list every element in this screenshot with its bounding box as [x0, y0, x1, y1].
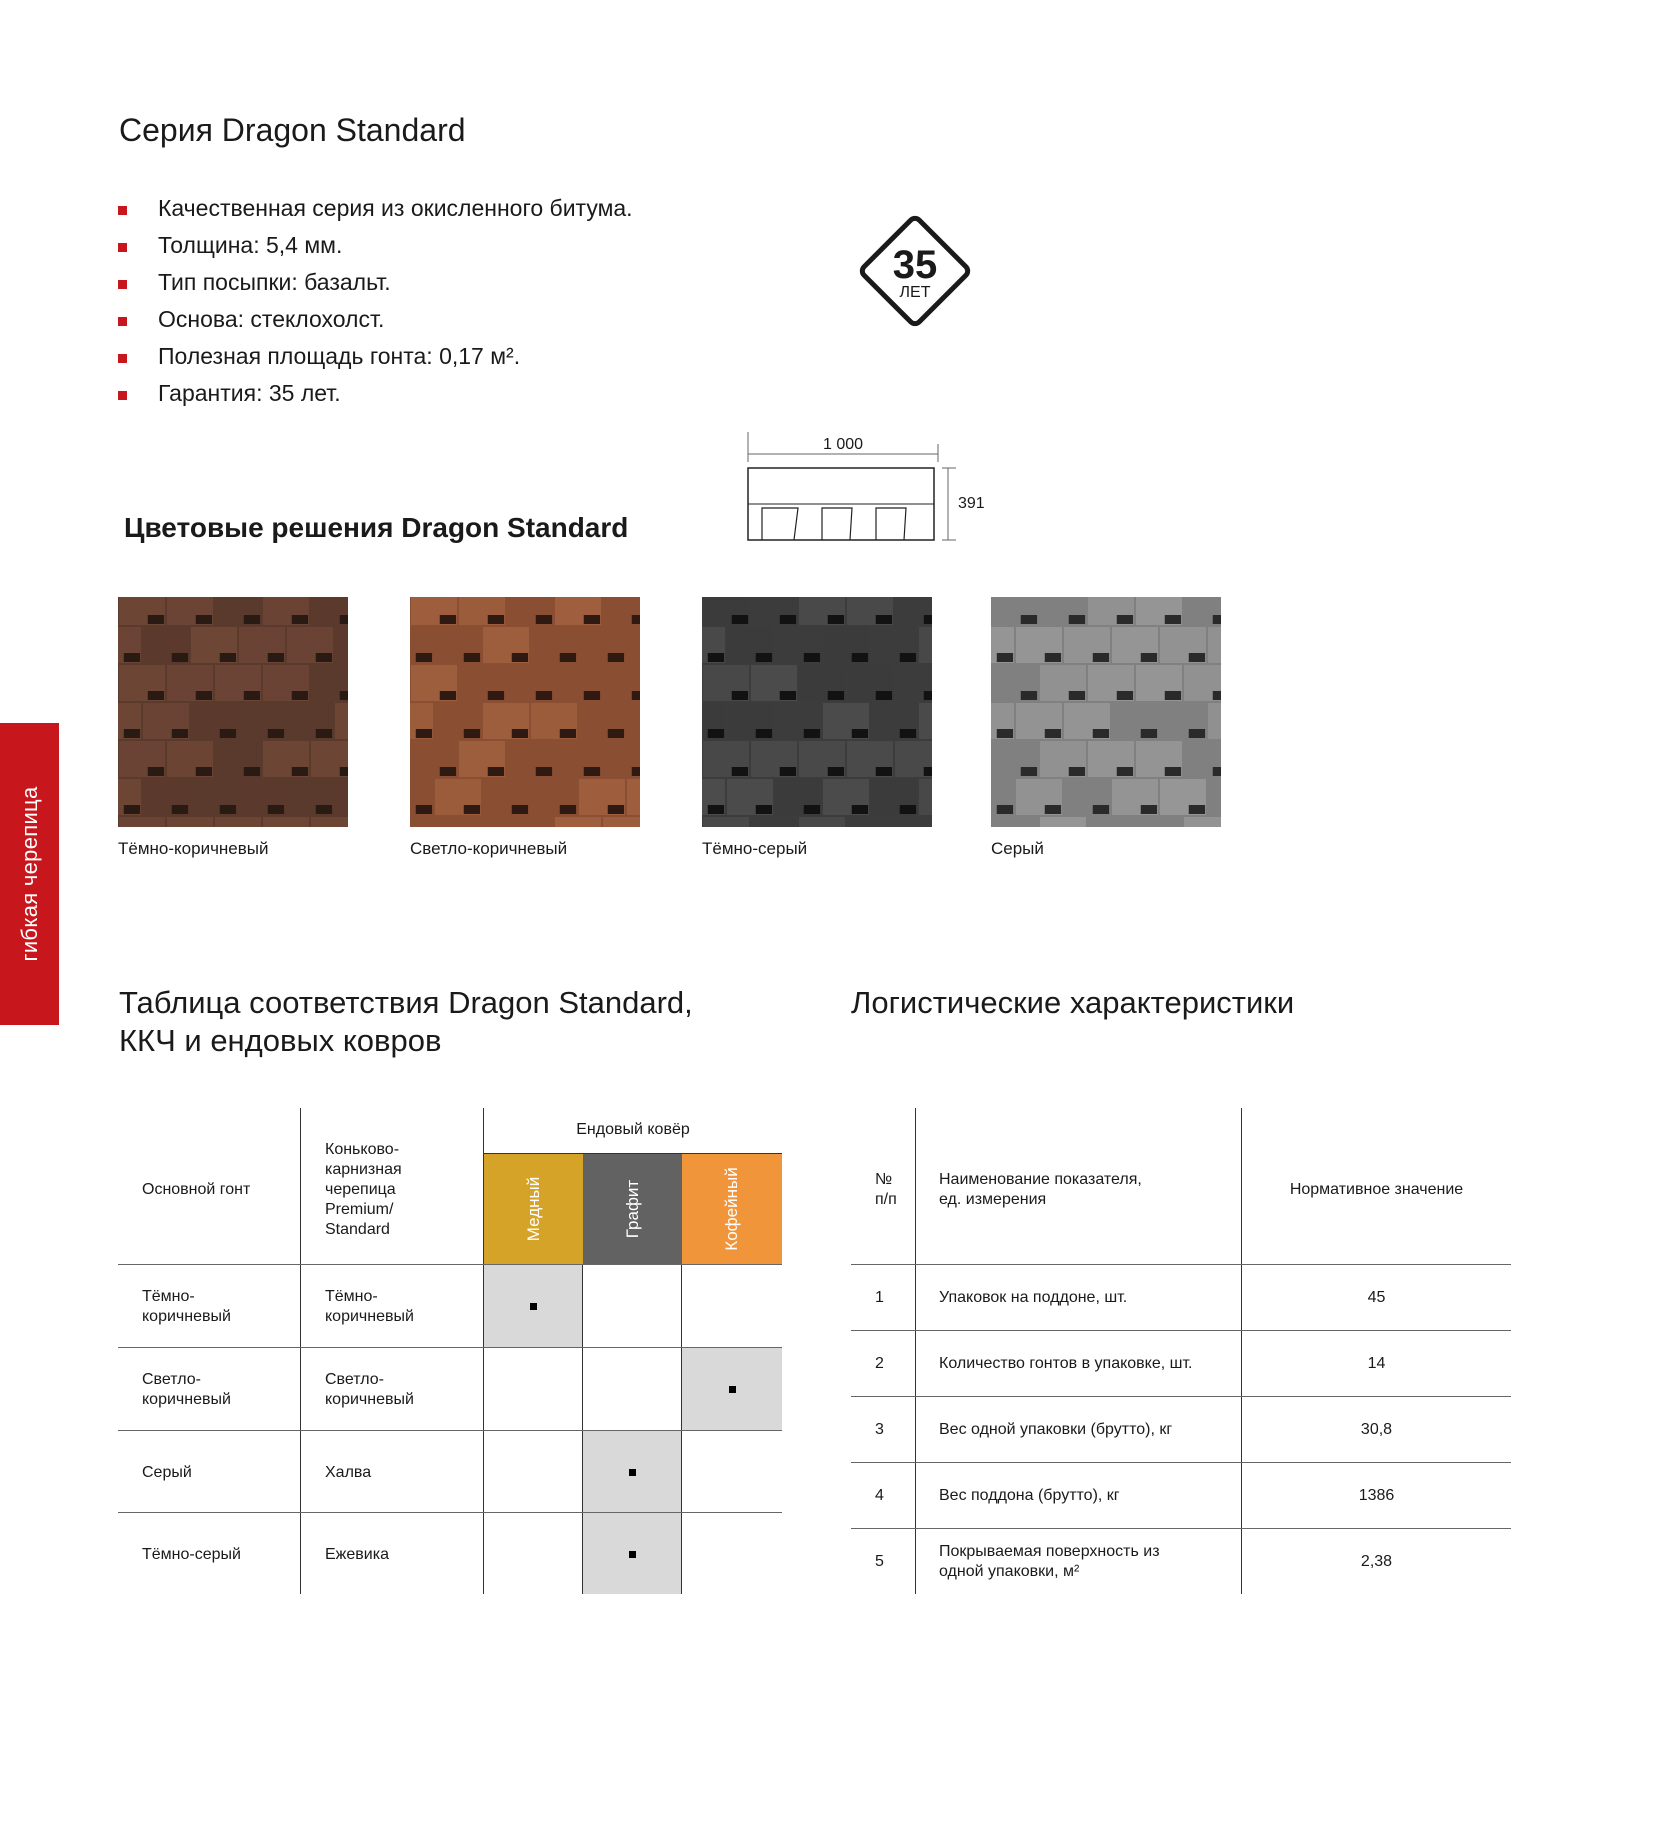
table-row-main: Тёмно-серый: [142, 1546, 241, 1563]
table-divider: [118, 1347, 782, 1348]
row-name: Покрываемая поверхность из одной упаковки, м²: [939, 1543, 1160, 1580]
side-tab-label: гибкая черепица: [16, 786, 42, 962]
feature-item: Качественная серия из окисленного битума.: [118, 193, 633, 230]
side-tab: [0, 723, 59, 1025]
feature-item: Тип посыпки: базальт.: [118, 267, 633, 304]
warranty-badge: [851, 207, 979, 335]
row-value: 2,38: [1360, 1553, 1393, 1570]
match-marker: [530, 1303, 537, 1310]
row-name: Вес одной упаковки (брутто), кг: [939, 1421, 1173, 1438]
row-value: 14: [1367, 1355, 1386, 1372]
bullet-icon: [118, 206, 127, 215]
col-header-valley-group: Ендовый ковёр: [576, 1121, 690, 1138]
match-marker: [629, 1551, 636, 1558]
badge-number: 35: [892, 243, 938, 287]
swatch-label: Тёмно-коричневый: [118, 839, 269, 858]
swatch-dark-brown: [118, 597, 348, 827]
table-row-ridge: Светло- коричневый: [325, 1371, 414, 1408]
row-num: 1: [875, 1289, 884, 1306]
valley-col-header: Графит: [583, 1154, 682, 1264]
col-header-name: Наименование показателя, ед. измерения: [939, 1171, 1142, 1208]
swatch-label: Тёмно-серый: [702, 839, 808, 858]
shingle-texture: [118, 597, 348, 827]
table-row-ridge: Тёмно- коричневый: [325, 1288, 414, 1325]
shingle-outline-icon: [740, 432, 1000, 547]
table-divider: [484, 1153, 782, 1154]
shingle-texture: [410, 597, 640, 827]
logistics-table: [851, 1108, 1511, 1594]
valley-col-header: Медный: [484, 1154, 583, 1264]
row-num: 5: [875, 1553, 884, 1570]
table-divider: [851, 1396, 1511, 1397]
col-header-num: № п/п: [875, 1171, 897, 1208]
table-row-ridge: Халва: [325, 1464, 372, 1481]
logistics-title: Логистические характеристики: [851, 985, 1295, 1020]
bullet-icon: [118, 391, 127, 400]
table-divider: [118, 1512, 782, 1513]
colors-title: Цветовые решения Dragon Standard: [124, 512, 629, 543]
table-divider: [915, 1108, 916, 1594]
row-num: 2: [875, 1355, 884, 1372]
feature-item: Полезная площадь гонта: 0,17 м².: [118, 341, 633, 378]
row-value: 1386: [1358, 1487, 1395, 1504]
col-header-value: Нормативное значение: [1289, 1181, 1464, 1198]
row-value: 30,8: [1360, 1421, 1393, 1438]
badge-unit: ЛЕТ: [899, 284, 931, 301]
table-divider: [118, 1264, 782, 1265]
table-divider: [851, 1528, 1511, 1529]
table-divider: [118, 1430, 782, 1431]
swatch-light-brown: [410, 597, 640, 827]
row-name: Количество гонтов в упаковке, шт.: [939, 1355, 1193, 1372]
table-divider: [483, 1108, 484, 1594]
match-marker: [729, 1386, 736, 1393]
row-value: 45: [1367, 1289, 1386, 1306]
col-header-main: Основной гонт: [142, 1181, 251, 1198]
table-divider: [300, 1108, 301, 1594]
compat-title: Таблица соответствия Dragon Standard, ККЧ и ендовых ковров: [119, 985, 693, 1058]
table-row-main: Светло- коричневый: [142, 1371, 231, 1408]
table-divider: [851, 1264, 1511, 1265]
bullet-icon: [118, 317, 127, 326]
shingle-texture: [991, 597, 1221, 827]
bullet-icon: [118, 243, 127, 252]
feature-list: [118, 193, 633, 415]
page-title: Серия Dragon Standard: [119, 112, 466, 148]
diamond-badge-icon: [851, 207, 979, 335]
row-num: 3: [875, 1421, 884, 1438]
swatch-label: Светло-коричневый: [410, 839, 568, 858]
bullet-icon: [118, 280, 127, 289]
height-dimension-label: 391: [958, 495, 985, 512]
row-name: Упаковок на поддоне, шт.: [939, 1289, 1128, 1306]
feature-item: Толщина: 5,4 мм.: [118, 230, 633, 267]
row-name: Вес поддона (брутто), кг: [939, 1487, 1120, 1504]
table-row-ridge: Ежевика: [325, 1546, 389, 1563]
swatch-grey: [991, 597, 1221, 827]
shingle-dimension-diagram: [740, 432, 1000, 547]
table-row-main: Серый: [142, 1464, 192, 1481]
bullet-icon: [118, 354, 127, 363]
swatch-dark-grey: [702, 597, 932, 827]
feature-item: Гарантия: 35 лет.: [118, 378, 633, 415]
shingle-texture: [702, 597, 932, 827]
swatch-label: Серый: [991, 839, 1044, 858]
feature-item: Основа: стеклохолст.: [118, 304, 633, 341]
valley-col-header: Кофейный: [682, 1154, 782, 1264]
width-dimension-label: 1 000: [822, 436, 864, 453]
match-marker: [629, 1469, 636, 1476]
col-header-ridge: Коньково- карнизная черепица Premium/ Standard: [325, 1141, 402, 1238]
row-num: 4: [875, 1487, 884, 1504]
table-divider: [851, 1330, 1511, 1331]
table-row-main: Тёмно- коричневый: [142, 1288, 231, 1325]
compat-table: [118, 1108, 782, 1594]
table-divider: [851, 1462, 1511, 1463]
